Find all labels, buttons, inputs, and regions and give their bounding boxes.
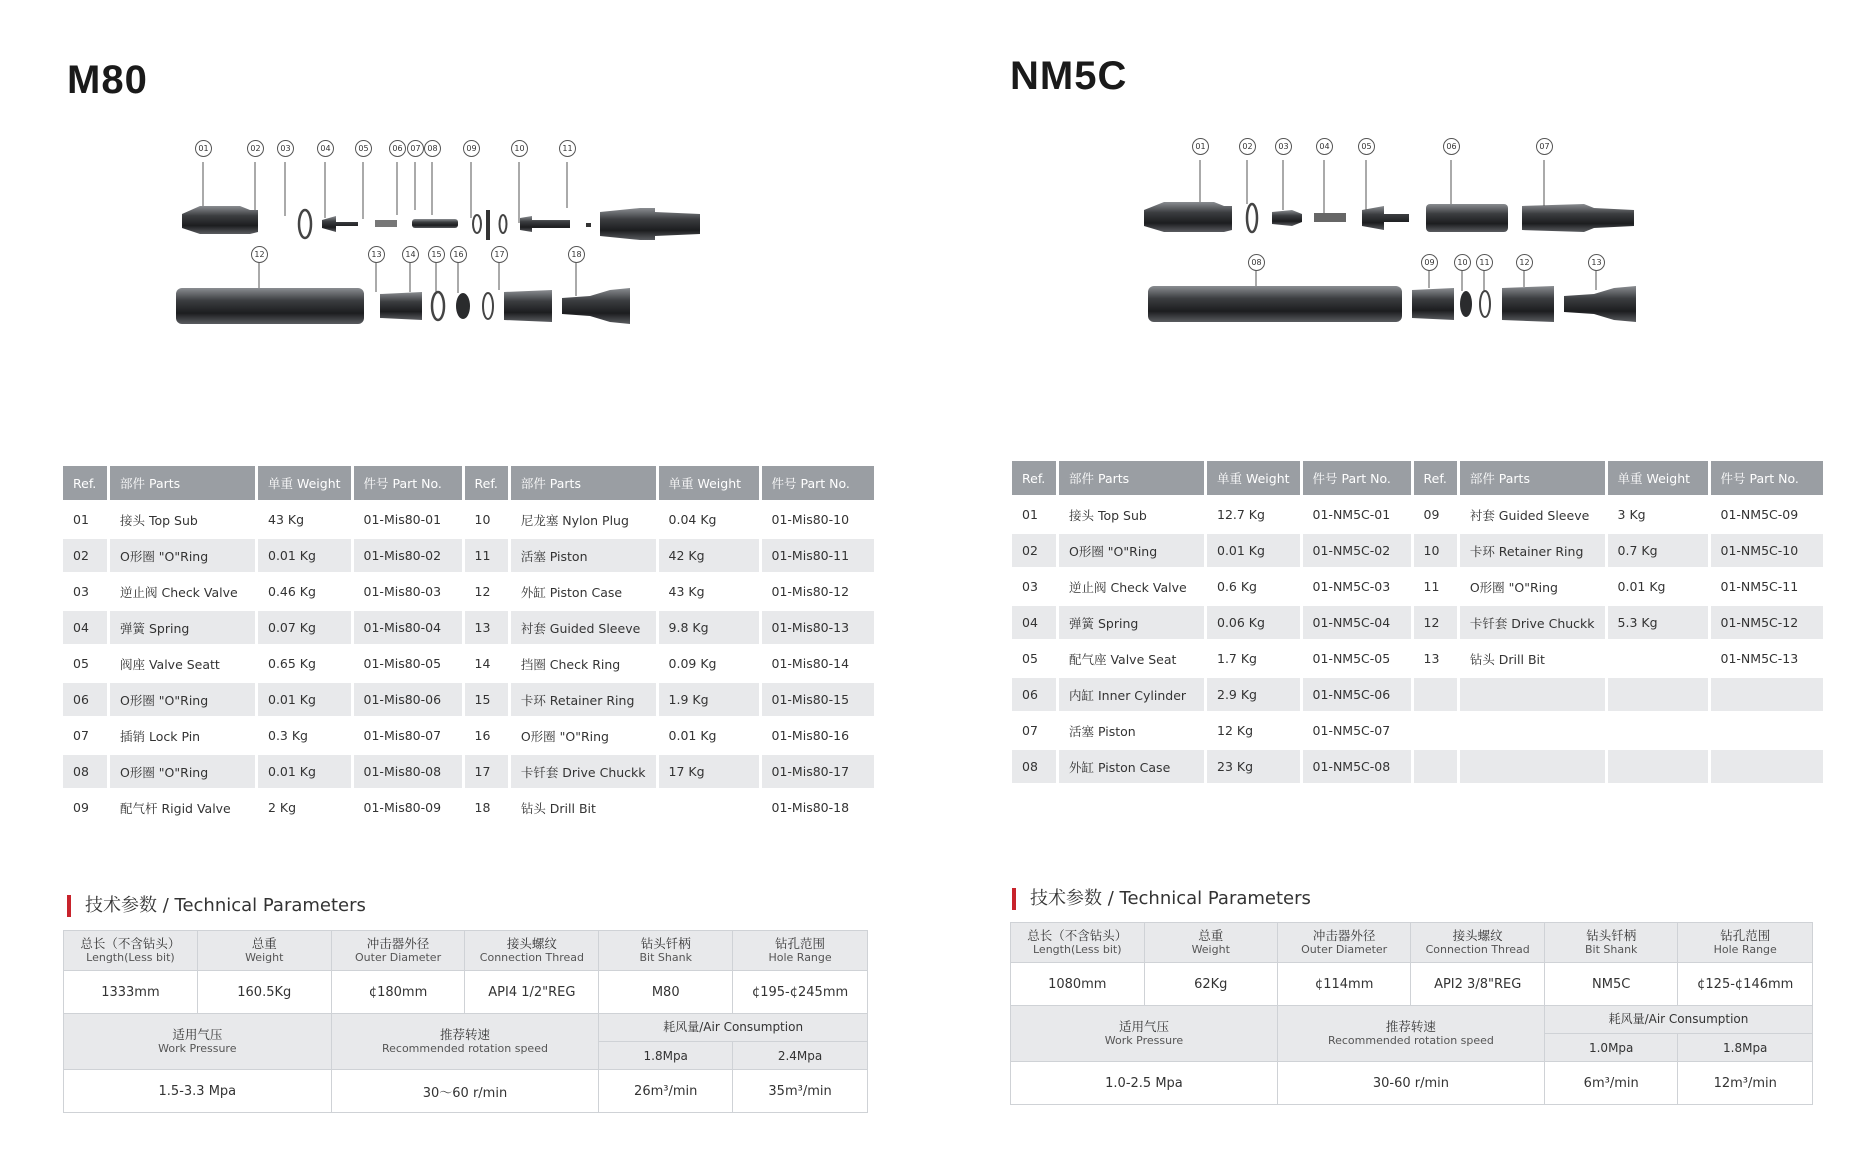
weight-value: 62Kg <box>1144 963 1277 1006</box>
weight-cell-2: 43 Kg <box>668 584 705 599</box>
ref-cell: 08 <box>1012 750 1056 783</box>
drive-chuck-part <box>1502 286 1554 322</box>
weight-cell-2 <box>1608 714 1708 747</box>
part-number-cell: 01-Mis80-02 <box>354 539 462 572</box>
weight-value: 160.5Kg <box>197 971 331 1014</box>
outer-diameter-header: 冲击器外径 Outer Diameter <box>331 931 465 971</box>
m80-tech-table <box>63 930 868 1113</box>
ref-cell: 05 <box>1022 651 1038 666</box>
part-number-cell: 01-NM5C-03 <box>1312 579 1391 594</box>
weight-cell-2: 9.8 Kg <box>659 611 759 644</box>
part-name-cell: 配气杆 Rigid Valve <box>120 800 231 816</box>
weight-header: 总重 Weight <box>197 931 331 971</box>
air-consumption-header: 耗风量/Air Consumption <box>1544 1006 1812 1034</box>
table-row <box>1012 534 1823 567</box>
piston-part <box>1522 204 1634 232</box>
part-number-cell: 01-NM5C-06 <box>1303 678 1411 711</box>
part-number-cell: 01-Mis80-05 <box>363 656 442 671</box>
weight-cell-2: 1.9 Kg <box>659 683 759 716</box>
weight-cell: 0.01 Kg <box>258 539 351 572</box>
part-number-cell-2: 01-Mis80-18 <box>771 800 850 815</box>
weight-cell-2 <box>1608 678 1708 711</box>
ref-cell: 02 <box>1012 534 1056 567</box>
rotation-value: 30～60 r/min <box>331 1070 599 1113</box>
part-number-cell: 01-Mis80-04 <box>354 611 462 644</box>
hole-range-value: ¢195-¢245mm <box>733 971 868 1014</box>
nm5c-parts-illustration <box>1144 160 1704 410</box>
weight-cell-2 <box>1608 642 1708 675</box>
part-number-cell-2 <box>1711 714 1823 747</box>
part-number-cell: 01-Mis80-06 <box>354 683 462 716</box>
rotation-header: 推荐转速 Recommended rotation speed <box>1277 1006 1544 1062</box>
weight-cell: 0.01 Kg <box>258 755 351 788</box>
part-number-cell: 01-NM5C-04 <box>1303 606 1411 639</box>
partno-header-2: 件号 Part No. <box>762 466 874 500</box>
weight-cell-2 <box>659 791 759 824</box>
ref-cell-2: 18 <box>474 800 491 815</box>
callout-top-1: 02 <box>247 140 264 157</box>
part-name-cell-2: 外缸 Piston Case <box>520 584 623 600</box>
part-number-cell-2: 01-Mis80-14 <box>771 656 850 671</box>
partno-header-2: 件号 Part No. <box>1711 461 1823 495</box>
nm5c-parts-rows <box>1012 498 1823 783</box>
rotation-header: 推荐转速 Recommended rotation speed <box>331 1014 599 1070</box>
part-name-cell: 配气座 Valve Seat <box>1069 651 1177 667</box>
ref-header: Ref. <box>63 466 107 500</box>
bit-shank-header: 钻头钎柄 Bit Shank <box>1544 923 1677 963</box>
part-name-cell: 外缸 Piston Case <box>1059 750 1204 783</box>
callout-bottom-6: 18 <box>568 246 585 263</box>
weight-cell: 0.07 Kg <box>258 611 351 644</box>
table-row <box>1012 570 1823 603</box>
ref-cell-2 <box>1414 678 1457 711</box>
bit-shank-value: NM5C <box>1544 963 1677 1006</box>
spring-part <box>1314 213 1346 222</box>
part-number-cell: 01-NM5C-05 <box>1312 651 1391 666</box>
ref-cell: 07 <box>1022 723 1038 738</box>
callout-top-2: 03 <box>1275 138 1292 155</box>
table-row <box>1012 678 1823 711</box>
part-name-cell-2: 挡圈 Check Ring <box>520 656 621 672</box>
callout-bottom-2: 10 <box>1454 254 1471 271</box>
part-number-cell-2: 01-Mis80-10 <box>771 512 850 527</box>
part-number-cell-2: 01-Mis80-15 <box>762 683 874 716</box>
weight-cell: 0.46 Kg <box>268 584 316 599</box>
pressure-value: 1.0-2.5 Mpa <box>1011 1062 1278 1105</box>
ref-cell-2: 09 <box>1423 507 1440 522</box>
table-row <box>1012 642 1823 675</box>
part-name-cell: 阀座 Valve Seatt <box>120 656 220 672</box>
part-name-cell-2: 活塞 Piston <box>511 539 656 572</box>
table-row <box>1012 498 1823 531</box>
ref-cell-2: 11 <box>465 539 508 572</box>
thread-header: 接头螺纹 Connection Thread <box>465 931 599 971</box>
weight-cell: 43 Kg <box>268 512 305 527</box>
weight-cell: 2 Kg <box>268 800 297 815</box>
callout-top-6: 07 <box>1536 138 1553 155</box>
callout-bottom-3: 15 <box>428 246 445 263</box>
outer-diameter-header: 冲击器外径 Outer Diameter <box>1277 923 1411 963</box>
m80-parts-rows <box>63 503 874 824</box>
table-row <box>1012 750 1823 783</box>
ref-cell-2: 14 <box>474 656 491 671</box>
length-value: 1080mm <box>1011 963 1145 1006</box>
hole-range-header: 钻孔范围 Hole Range <box>733 931 868 971</box>
weight-cell-2: 5.3 Kg <box>1608 606 1708 639</box>
ref-cell: 03 <box>1022 579 1038 594</box>
nm5c-parts-table <box>1009 458 1826 786</box>
m80-parts-table <box>60 463 877 827</box>
part-name-cell-2: 衬套 Guided Sleeve <box>511 611 656 644</box>
callout-bottom-0: 08 <box>1248 254 1265 271</box>
ref-cell: 07 <box>73 728 89 743</box>
ref-cell: 01 <box>1022 507 1038 522</box>
hole-range-header: 钻孔范围 Hole Range <box>1678 923 1813 963</box>
table-row <box>63 791 874 824</box>
pressure-header: 适用气压 Work Pressure <box>64 1014 332 1070</box>
weight-cell: 0.01 Kg <box>1207 534 1300 567</box>
ref-cell-2: 12 <box>474 584 491 599</box>
part-name-cell-2 <box>1460 750 1605 783</box>
bit-shank-value: M80 <box>599 971 733 1014</box>
weight-cell-2: 0.04 Kg <box>668 512 717 527</box>
weight-cell-2: 42 Kg <box>659 539 759 572</box>
table-row <box>63 683 874 716</box>
part-number-cell: 01-Mis80-09 <box>363 800 442 815</box>
part-number-cell-2: 01-Mis80-16 <box>771 728 850 743</box>
part-number-cell-2 <box>1711 678 1823 711</box>
parts-header-2: 部件 Parts <box>1460 461 1605 495</box>
callout-top-10: 11 <box>559 140 576 157</box>
air-pressure-2: 1.8Mpa <box>1678 1034 1813 1062</box>
callout-top-1: 02 <box>1239 138 1256 155</box>
part-number-cell-2: 01-NM5C-12 <box>1711 606 1823 639</box>
nm5c-title: NM5C <box>1010 54 1128 98</box>
weight-cell: 23 Kg <box>1207 750 1300 783</box>
table-row <box>63 719 874 752</box>
table-row <box>63 503 874 536</box>
ref-cell: 04 <box>1012 606 1056 639</box>
ref-cell: 03 <box>73 584 89 599</box>
part-name-cell-2: 卡环 Retainer Ring <box>1460 534 1605 567</box>
weight-cell-2 <box>1608 750 1708 783</box>
ref-cell: 02 <box>63 539 107 572</box>
m80-title: M80 <box>67 58 148 102</box>
part-number-cell: 01-Mis80-01 <box>363 512 442 527</box>
nm5c-exploded-diagram <box>1144 142 1704 410</box>
table-row <box>1012 606 1823 639</box>
weight-cell: 2.9 Kg <box>1207 678 1300 711</box>
ref-cell: 06 <box>63 683 107 716</box>
inner-cylinder-part <box>1426 204 1508 232</box>
part-name-cell-2: O形圈 "O"Ring <box>1469 579 1558 595</box>
ref-header-2: Ref. <box>1414 461 1457 495</box>
air-pressure-1: 1.0Mpa <box>1544 1034 1677 1062</box>
ref-cell-2: 11 <box>1423 579 1440 594</box>
air-pressure-2: 2.4Mpa <box>733 1042 868 1070</box>
air-value-1: 6m³/min <box>1544 1062 1677 1105</box>
callout-top-3: 04 <box>317 140 334 157</box>
o-ring-part <box>1247 204 1257 232</box>
nm5c-panel <box>934 0 1868 1158</box>
bit-shank-header: 钻头钎柄 Bit Shank <box>599 931 733 971</box>
weight-cell-2: 0.09 Kg <box>668 656 717 671</box>
part-name-cell-2: 钻头 Drill Bit <box>1469 651 1545 667</box>
part-name-cell: O形圈 "O"Ring <box>110 755 255 788</box>
hole-range-value: ¢125-¢146mm <box>1678 963 1813 1006</box>
air-value-1: 26m³/min <box>599 1070 733 1113</box>
callout-top-6: 07 <box>407 140 424 157</box>
part-name-cell-2 <box>1460 714 1605 747</box>
partno-header: 件号 Part No. <box>354 466 462 500</box>
ref-cell: 01 <box>73 512 89 527</box>
part-name-cell-2: 卡钎套 Drive Chuckk <box>1460 606 1605 639</box>
parts-header: 部件 Parts <box>110 466 255 500</box>
callout-bottom-1: 09 <box>1421 254 1438 271</box>
part-name-cell-2: 尼龙塞 Nylon Plug <box>520 512 629 528</box>
callout-top-4: 05 <box>1358 138 1375 155</box>
weight-header: 单重 Weight <box>1207 461 1300 495</box>
callout-bottom-5: 17 <box>491 246 508 263</box>
table-row <box>63 647 874 680</box>
callout-bottom-4: 12 <box>1516 254 1533 271</box>
part-number-cell-2: 01-Mis80-11 <box>762 539 874 572</box>
parts-header: 部件 Parts <box>1059 461 1204 495</box>
guided-sleeve-part <box>1412 288 1454 320</box>
ref-cell: 06 <box>1012 678 1056 711</box>
ref-cell-2: 10 <box>1414 534 1457 567</box>
weight-cell-2: 0.01 Kg <box>668 728 717 743</box>
air-consumption-header: 耗风量/Air Consumption <box>599 1014 868 1042</box>
table-row <box>63 575 874 608</box>
part-number-cell: 01-NM5C-07 <box>1312 723 1391 738</box>
ref-cell: 08 <box>63 755 107 788</box>
part-name-cell: 插销 Lock Pin <box>120 728 201 744</box>
weight-header-2: 单重 Weight <box>1608 461 1708 495</box>
part-name-cell: O形圈 "O"Ring <box>110 539 255 572</box>
table-row <box>1012 714 1823 747</box>
callout-bottom-0: 12 <box>251 246 268 263</box>
part-name-cell-2: 衬套 Guided Sleeve <box>1469 507 1590 523</box>
outer-diameter-value: ¢180mm <box>331 971 465 1014</box>
callout-top-5: 06 <box>389 140 406 157</box>
weight-header-2: 单重 Weight <box>659 466 759 500</box>
part-number-cell-2: 01-Mis80-13 <box>762 611 874 644</box>
part-name-cell-2: 卡钎套 Drive Chuckk <box>511 755 656 788</box>
outer-diameter-value: ¢114mm <box>1277 963 1411 1006</box>
weight-header: 总重 Weight <box>1144 923 1277 963</box>
weight-cell-2: 3 Kg <box>1617 507 1646 522</box>
weight-cell: 12.7 Kg <box>1217 507 1265 522</box>
part-number-cell: 01-NM5C-08 <box>1303 750 1411 783</box>
callout-bottom-5: 13 <box>1588 254 1605 271</box>
part-name-cell-2: 钻头 Drill Bit <box>520 800 596 816</box>
air-value-2: 35m³/min <box>733 1070 868 1113</box>
part-number-cell-2: 01-NM5C-09 <box>1720 507 1799 522</box>
length-value: 1333mm <box>64 971 198 1014</box>
top-sub-part <box>1144 202 1232 232</box>
part-number-cell-2: 01-NM5C-11 <box>1720 579 1799 594</box>
air-value-2: 12m³/min <box>1678 1062 1813 1105</box>
thread-value: API2 3/8"REG <box>1411 963 1545 1006</box>
part-name-cell-2: 卡环 Retainer Ring <box>511 683 656 716</box>
partno-header: 件号 Part No. <box>1303 461 1411 495</box>
ref-cell: 09 <box>73 800 89 815</box>
part-name-cell: 逆止阀 Check Valve <box>120 584 238 600</box>
ref-cell-2: 16 <box>474 728 491 743</box>
weight-cell: 0.06 Kg <box>1207 606 1300 639</box>
o-ring-part-2 <box>1480 291 1490 317</box>
part-name-cell: 弹簧 Spring <box>1059 606 1204 639</box>
valve-seat-part <box>1362 206 1409 230</box>
table-row <box>63 539 874 572</box>
callout-top-9: 10 <box>511 140 528 157</box>
weight-cell: 1.7 Kg <box>1217 651 1257 666</box>
nm5c-tech-title: 技术参数 / Technical Parameters <box>1012 888 1311 910</box>
part-name-cell: 内缸 Inner Cylinder <box>1059 678 1204 711</box>
air-pressure-1: 1.8Mpa <box>599 1042 733 1070</box>
weight-cell: 12 Kg <box>1217 723 1254 738</box>
callout-top-5: 06 <box>1443 138 1460 155</box>
nm5c-tech-table <box>1010 922 1813 1105</box>
m80-exploded-diagram <box>170 144 770 402</box>
part-name-cell: 接头 Top Sub <box>120 512 198 528</box>
weight-header: 单重 Weight <box>258 466 351 500</box>
weight-cell: 0.3 Kg <box>268 728 308 743</box>
table-row <box>63 755 874 788</box>
ref-cell: 05 <box>73 656 89 671</box>
m80-tech-title: 技术参数 / Technical Parameters <box>67 895 366 917</box>
ref-cell-2: 15 <box>465 683 508 716</box>
pressure-header: 适用气压 Work Pressure <box>1011 1006 1278 1062</box>
part-number-cell-2: 01-NM5C-10 <box>1711 534 1823 567</box>
part-number-cell: 01-NM5C-02 <box>1303 534 1411 567</box>
ref-cell-2: 13 <box>1423 651 1440 666</box>
piston-case-part <box>1148 286 1402 322</box>
part-number-cell: 01-NM5C-01 <box>1312 507 1391 522</box>
callout-bottom-2: 14 <box>402 246 419 263</box>
ref-cell-2 <box>1414 714 1457 747</box>
part-name-cell: 弹簧 Spring <box>110 611 255 644</box>
weight-cell-2: 0.01 Kg <box>1617 579 1666 594</box>
part-name-cell: O形圈 "O"Ring <box>1059 534 1204 567</box>
callout-bottom-3: 11 <box>1476 254 1493 271</box>
part-name-cell: O形圈 "O"Ring <box>110 683 255 716</box>
callout-top-0: 01 <box>195 140 212 157</box>
callout-bottom-4: 16 <box>450 246 467 263</box>
length-header: 总长（不含钻头） Length(Less bit) <box>64 931 198 971</box>
part-number-cell-2 <box>1711 750 1823 783</box>
ref-header-2: Ref. <box>465 466 508 500</box>
part-name-cell-2 <box>1460 678 1605 711</box>
part-number-cell-2: 01-Mis80-17 <box>762 755 874 788</box>
part-number-cell: 01-Mis80-08 <box>354 755 462 788</box>
part-name-cell: 活塞 Piston <box>1069 723 1136 739</box>
thread-header: 接头螺纹 Connection Thread <box>1411 923 1545 963</box>
callout-top-3: 04 <box>1316 138 1333 155</box>
ref-cell-2: 13 <box>465 611 508 644</box>
callout-top-7: 08 <box>424 140 441 157</box>
check-valve-part <box>1272 210 1302 226</box>
callout-top-8: 09 <box>463 140 480 157</box>
thread-value: API4 1/2"REG <box>465 971 599 1014</box>
part-number-cell-2: 01-Mis80-12 <box>771 584 850 599</box>
callout-top-2: 03 <box>277 140 294 157</box>
part-number-cell: 01-Mis80-03 <box>363 584 442 599</box>
ref-cell-2: 10 <box>474 512 491 527</box>
part-number-cell-2: 01-NM5C-13 <box>1720 651 1799 666</box>
weight-cell: 0.6 Kg <box>1217 579 1257 594</box>
part-number-cell: 01-Mis80-07 <box>363 728 442 743</box>
ref-cell-2 <box>1414 750 1457 783</box>
retainer-ring-part <box>1460 291 1472 317</box>
callout-top-0: 01 <box>1192 138 1209 155</box>
ref-header: Ref. <box>1012 461 1056 495</box>
part-name-cell-2: O形圈 "O"Ring <box>520 728 609 744</box>
ref-cell-2: 12 <box>1414 606 1457 639</box>
part-name-cell: 逆止阀 Check Valve <box>1069 579 1187 595</box>
callout-bottom-1: 13 <box>368 246 385 263</box>
weight-cell-2: 17 Kg <box>659 755 759 788</box>
length-header: 总长（不含钻头） Length(Less bit) <box>1011 923 1145 963</box>
weight-cell: 0.01 Kg <box>258 683 351 716</box>
callout-top-4: 05 <box>355 140 372 157</box>
weight-cell: 0.65 Kg <box>268 656 316 671</box>
weight-cell-2: 0.7 Kg <box>1608 534 1708 567</box>
part-name-cell: 接头 Top Sub <box>1069 507 1147 523</box>
drill-bit-part <box>1564 286 1636 322</box>
parts-header-2: 部件 Parts <box>511 466 656 500</box>
ref-cell: 04 <box>63 611 107 644</box>
table-row <box>63 611 874 644</box>
ref-cell-2: 17 <box>465 755 508 788</box>
pressure-value: 1.5-3.3 Mpa <box>64 1070 332 1113</box>
rotation-value: 30-60 r/min <box>1277 1062 1544 1105</box>
